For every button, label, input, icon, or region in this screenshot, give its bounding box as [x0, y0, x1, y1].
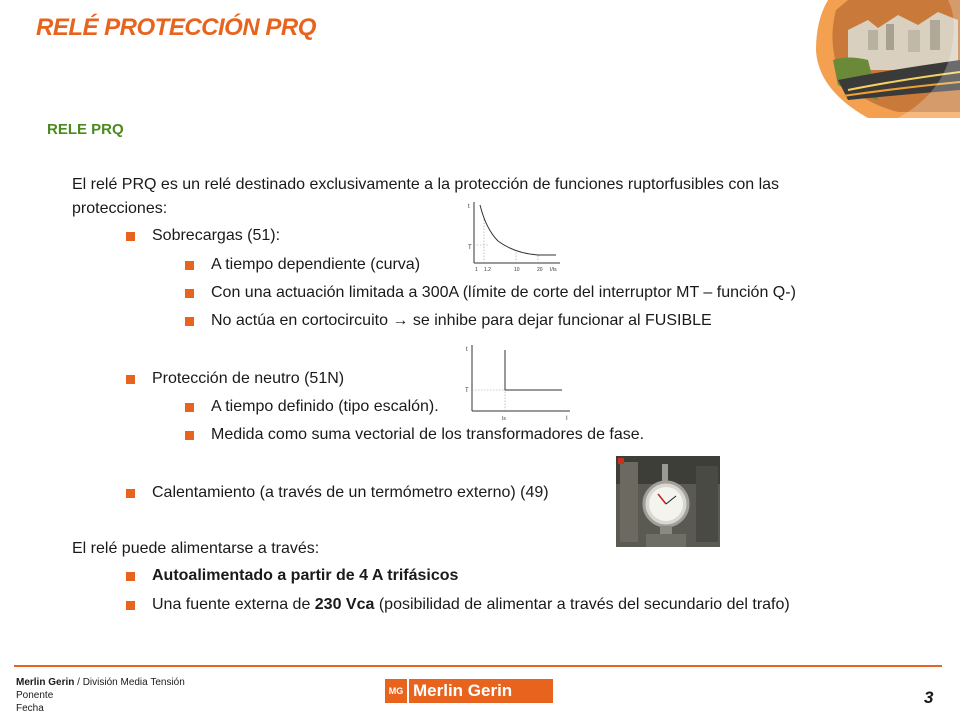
bullet-square-icon [126, 375, 135, 384]
curve-x-tick: 1 [475, 267, 478, 273]
curve-x-tick: 20 [537, 267, 543, 273]
curve-line [480, 205, 556, 255]
bullet-square-icon [126, 572, 135, 581]
bullet-overload-item [211, 284, 796, 302]
step-y-label: t [466, 347, 468, 353]
bullet-square-icon [126, 232, 135, 241]
bullet-overload-item [211, 256, 420, 274]
highway-city-image [808, 0, 960, 118]
section-subtitle: RELE PRQ [47, 121, 124, 138]
curve-x-label: I/Is [550, 267, 557, 273]
brand-name: Merlin Gerin [409, 679, 553, 703]
merlin-gerin-logo [385, 679, 553, 703]
curve-x-tick: 10 [514, 267, 520, 273]
bullet-square-icon [185, 317, 194, 326]
bullet-neutral-item [211, 426, 644, 444]
bullet-overload-item-label: Con una actuación limitada a 300A (límite de corte del interruptor MT – función Q-) [211, 284, 796, 301]
bullet-neutral-label: Protección de neutro (51N) [152, 370, 345, 387]
bullet-square-icon [185, 261, 194, 270]
curve-x-tick: 1.2 [484, 267, 491, 273]
bullet-square-icon [185, 289, 194, 298]
bullet-neutral-item [211, 398, 439, 416]
bullet-supply2-pre: Una fuente externa de [152, 596, 315, 613]
bullet-neutral-item-label: Medida como suma vectorial de los transformadores de fase. [211, 426, 645, 443]
bullet-neutral [152, 370, 344, 388]
footer-date: Fecha [16, 703, 44, 714]
bullet-overload [152, 227, 280, 245]
bullet-overload-item3-pre: No actúa en cortocircuito [211, 312, 393, 329]
bullet-square-icon [185, 403, 194, 412]
supply-intro: El relé puede alimentarse a través: [72, 540, 320, 557]
footer-presenter: Ponente [16, 690, 54, 701]
bullet-neutral-item-label: A tiempo definido (tipo escalón). [211, 398, 439, 415]
thermometer-photo [616, 456, 720, 547]
footer-company: Merlin Gerin [16, 677, 75, 688]
bullet-overload-item-label: A tiempo dependiente (curva) [211, 256, 421, 273]
intro-line-2: protecciones: [72, 200, 168, 217]
step-line [505, 350, 562, 390]
step-x-tick: Is [502, 416, 506, 422]
arrow-right-icon: → [392, 312, 409, 329]
bullet-overload-item [211, 312, 712, 330]
intro-line-1: El relé PRQ es un relé destinado exclusivamente a la protección de funciones ruptorfusibles con las [72, 176, 780, 193]
bullet-square-icon [126, 601, 135, 610]
footer-division: / División Media Tensión [74, 677, 185, 688]
bullet-supply-label: Autoalimentado a partir de 4 A trifásicos [152, 567, 459, 584]
step-x-label: I [566, 416, 568, 422]
slide-title: RELÉ PROTECCIÓN PRQ [36, 14, 316, 41]
definite-time-step-chart [462, 342, 574, 422]
bullet-supply [152, 567, 458, 585]
bullet-supply2-bold: 230 Vca [314, 596, 375, 613]
page-number: 3 [924, 688, 934, 707]
intro-paragraph [72, 173, 779, 221]
step-y-tick: T [465, 388, 469, 394]
inverse-time-curve-chart [462, 199, 564, 273]
bullet-square-icon [126, 489, 135, 498]
curve-y-label: t [468, 204, 470, 210]
bullet-square-icon [185, 431, 194, 440]
brand-mark-icon: MG [385, 679, 407, 703]
footer-info [16, 676, 185, 715]
bullet-supply [152, 596, 790, 614]
bullet-overload-item3-post: se inhibe para dejar funcionar al FUSIBLE [408, 312, 712, 329]
bullet-heating [152, 484, 549, 502]
bullet-overload-label: Sobrecargas (51): [152, 227, 281, 244]
curve-y-tick: T [468, 245, 472, 251]
footer-divider [14, 665, 942, 667]
bullet-supply2-post: (posibilidad de alimentar a través del secundario del trafo) [374, 596, 790, 613]
bullet-heating-label: Calentamiento (a través de un termómetro externo) (49) [152, 484, 549, 501]
